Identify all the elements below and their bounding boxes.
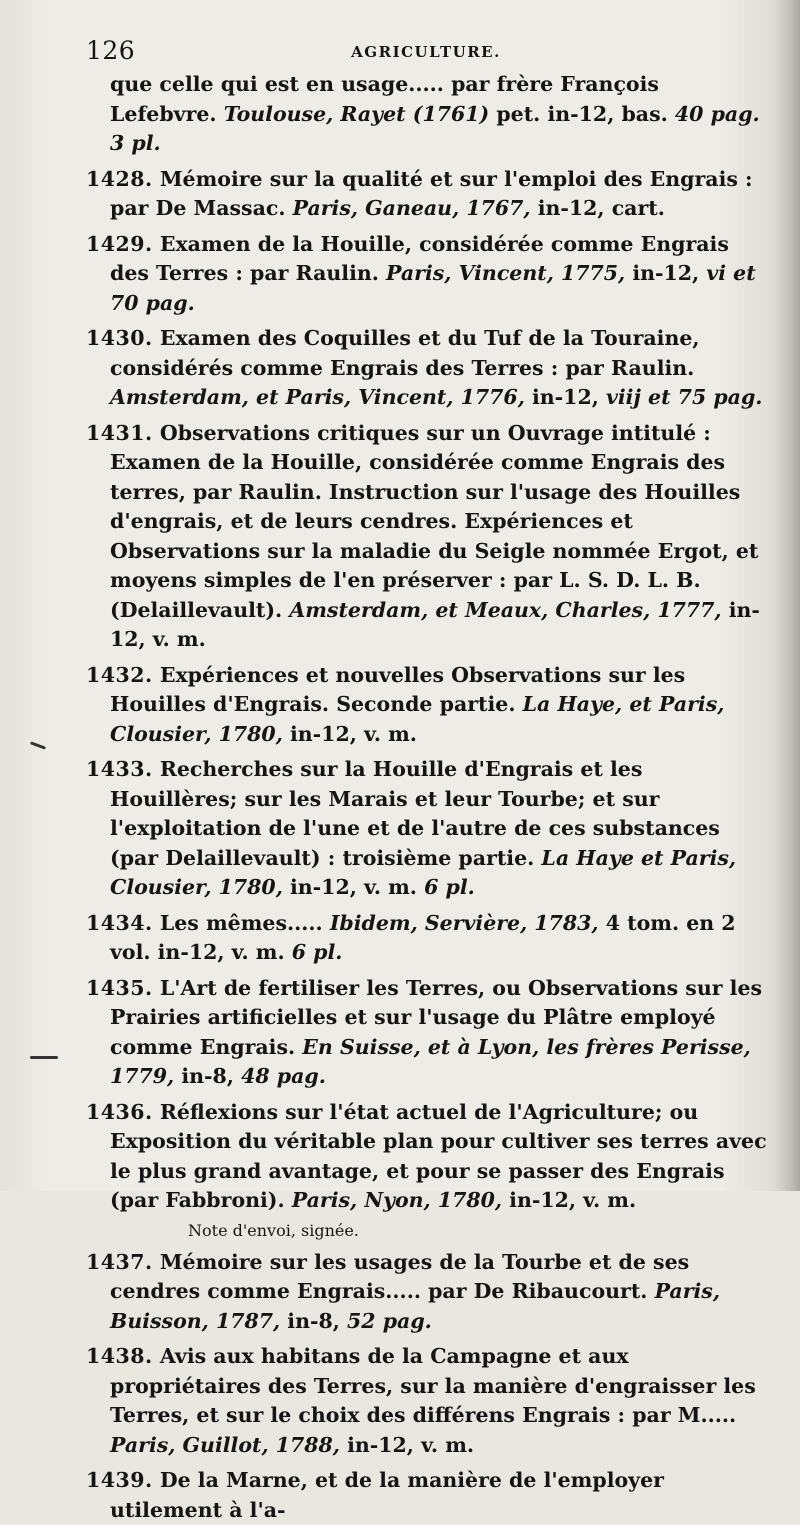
- entry-tail: in-12, cart.: [530, 196, 665, 220]
- entry-text: Mémoire sur les usages de la Tourbe et de ses cendres comme Engrais..... par De Ribaucourt.: [110, 1249, 690, 1303]
- entry-1428: [86, 165, 770, 224]
- entry-publisher: En Suisse, et à Lyon, les frères Perisse, 1779,: [110, 1034, 751, 1088]
- entry-text: Examen de la Houille, considérée comme Engrais des Terres : par Raulin.: [110, 231, 729, 285]
- continuation-text: que celle qui est en usage..... par frère François Lefebvre.: [110, 72, 659, 126]
- entry-number: 1428.: [86, 166, 153, 191]
- page-gutter-shadow: [772, 0, 800, 1191]
- entry-number: 1431.: [86, 420, 153, 445]
- entry-1437: [86, 1248, 770, 1337]
- entry-text: Mémoire sur la qualité et sur l'emploi des Engrais : par De Massac.: [110, 166, 753, 220]
- entry-tail-italic: vi et 70 pag.: [110, 261, 756, 315]
- entry-1432: [86, 661, 770, 750]
- entry-tail: in-12, v. m.: [282, 721, 417, 746]
- entry-text: Examen des Coquilles et du Tuf de la Touraine, considérés comme Engrais des Terres : par Raulin.: [110, 326, 700, 380]
- continuation-tail-italic: 40 pag. 3 pl.: [110, 101, 760, 155]
- entry-tail-italic: 6 pl.: [424, 875, 475, 899]
- entry-publisher: Paris, Vincent, 1775,: [386, 261, 626, 285]
- entry-1434: [86, 909, 770, 968]
- entry-publisher: Amsterdam, et Paris, Vincent, 1776,: [110, 385, 525, 409]
- entry-publisher: La Haye, et Paris, Clousier, 1780,: [110, 692, 725, 746]
- entry-tail: in-8,: [280, 1308, 348, 1333]
- entry-number: 1435.: [86, 975, 153, 1000]
- entry-tail: in-12, v. m.: [502, 1188, 637, 1212]
- entry-text: Recherches sur la Houille d'Engrais et les Houillères; sur les Marais et leur Tourbe; et sur l'exploitation de l'une et de l'autre de ces substances (par Delaillevault) : troisième partie.: [110, 757, 720, 870]
- entry-tail: in-12,: [524, 385, 606, 409]
- entry-text: Réflexions sur l'état actuel de l'Agriculture; ou Exposition du véritable plan pour cultiver ses terres avec le plus grand avantage, et pour se passer des Engrais (par Fabbroni).: [110, 1099, 767, 1212]
- entry-number: 1437.: [86, 1249, 153, 1274]
- margin-mark-2: [30, 1056, 58, 1059]
- entry-number: 1434.: [86, 910, 153, 935]
- entry-text: Avis aux habitans de la Campagne et aux propriétaires des Terres, sur la manière d'engraisser les Terres, et sur le choix des différens Engrais : par M.....: [110, 1344, 756, 1427]
- entry-1439: [86, 1466, 770, 1525]
- entry-1429: [86, 230, 770, 319]
- entry-number: 1432.: [86, 662, 153, 687]
- entry-number: 1433.: [86, 757, 153, 781]
- entry-1435: [86, 974, 770, 1092]
- entry-publisher: Ibidem, Servière, 1783,: [329, 910, 599, 935]
- entry-text: Les mêmes.....: [152, 910, 330, 935]
- entry-1438: [86, 1342, 770, 1460]
- entry-publisher: Paris, Nyon, 1780,: [291, 1188, 503, 1212]
- entry-tail: 4 tom. en 2 vol. in-12, v. m.: [110, 910, 736, 964]
- entry-publisher: La Haye et Paris, Clousier, 1780,: [110, 845, 737, 899]
- continuation-paragraph: [110, 70, 770, 159]
- continuation-tail: pet. in-12, bas.: [489, 101, 675, 126]
- entry-publisher: Amsterdam, et Meaux, Charles, 1777,: [289, 597, 722, 622]
- entry-tail-italic: 48 pag.: [241, 1064, 326, 1088]
- entry-publisher: Paris, Buisson, 1787,: [110, 1279, 720, 1333]
- entry-tail: in-12, v. m.: [282, 875, 425, 899]
- entry-publisher: Paris, Ganeau, 1767,: [292, 196, 531, 220]
- entry-number: 1429.: [86, 231, 153, 256]
- entry-1433: [86, 755, 770, 903]
- entry-1431: [86, 419, 770, 655]
- entry-tail-italic: viij et 75 pag.: [605, 385, 763, 409]
- entry-text: Observations critiques sur un Ouvrage intitulé : Examen de la Houille, considérée comme Engrais des terres, par Raulin. Instruction sur l'usage des Houilles d'engrais, et de leurs cendres. Expériences et Observations sur la maladie du Seigle nommée Ergot, et moyens simples de l'en préserver : par L. S. D. L. B. (Delaillevault).: [110, 420, 759, 622]
- entry-note: Note d'envoi, signée.: [188, 1220, 359, 1240]
- entry-publisher: Paris, Guillot, 1788,: [110, 1432, 340, 1457]
- page-header: [86, 36, 766, 70]
- entry-1436: [86, 1098, 770, 1216]
- entry-text: Expériences et nouvelles Observations sur les Houilles d'Engrais. Seconde partie.: [110, 662, 686, 716]
- entry-text: L'Art de fertiliser les Terres, ou Observations sur les Prairies artificielles et sur l'usage du Plâtre employé comme Engrais.: [110, 975, 763, 1059]
- entry-1430: [86, 324, 770, 413]
- bibliography-text: [86, 70, 770, 1525]
- entry-tail: in-8,: [174, 1064, 242, 1088]
- entry-number: 1436.: [86, 1099, 153, 1124]
- entry-text: De la Marne, et de la manière de l'employer utilement à l'a-: [110, 1468, 664, 1522]
- entry-number: 1438.: [86, 1344, 153, 1368]
- entry-number: 1430.: [86, 326, 153, 350]
- running-head: AGRICULTURE.: [351, 43, 501, 61]
- entry-tail: in-12, v. m.: [110, 597, 760, 651]
- entry-tail-italic: 52 pag.: [347, 1308, 432, 1333]
- continuation-publisher: Toulouse, Rayet (1761): [223, 101, 490, 126]
- entry-number: 1439.: [86, 1468, 153, 1492]
- entry-tail-italic: 6 pl.: [291, 940, 343, 964]
- entry-tail: in-12, v. m.: [339, 1432, 475, 1457]
- margin-mark-1: [30, 741, 46, 749]
- page-number: 126: [86, 36, 136, 65]
- entry-tail: in-12,: [625, 261, 707, 285]
